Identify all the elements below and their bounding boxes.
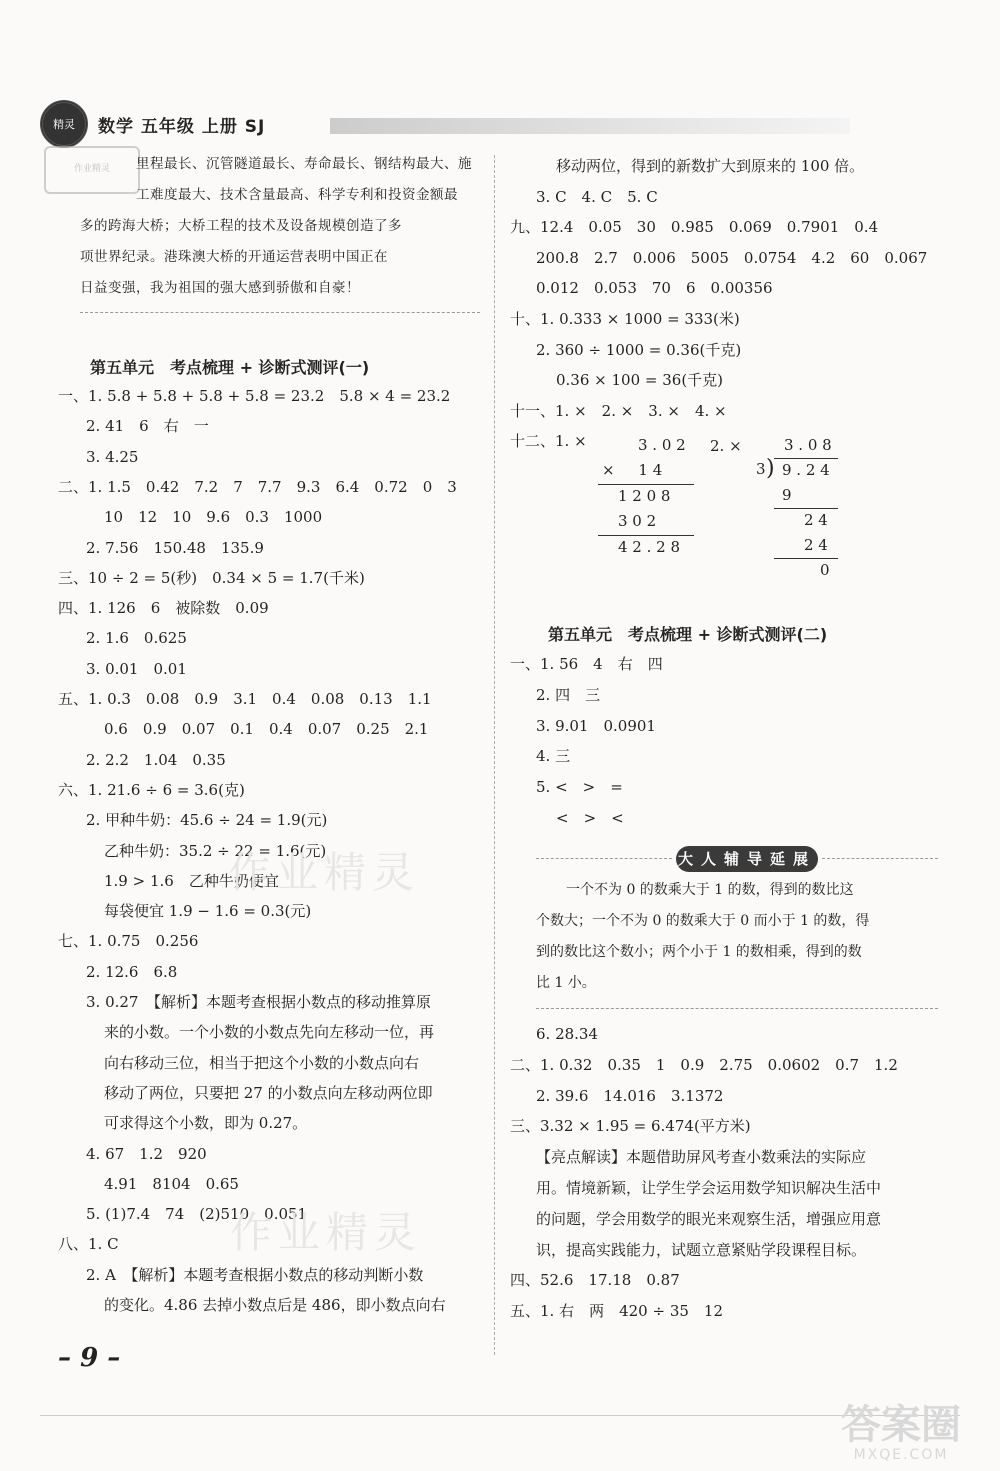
answer-line: 3. 0.01 0.01 (86, 659, 187, 678)
answer-line: 2. 39.6 14.016 3.1372 (536, 1086, 724, 1105)
dividend: 9 . 2 4 (782, 461, 830, 479)
answer-line: 3. 0.27 【解析】本题考查根据小数点的移动推算原 (86, 993, 431, 1011)
answer-line: 3. C 4. C 5. C (536, 187, 658, 206)
calc-row: × 1 4 (602, 461, 663, 479)
banner-line-right (822, 858, 938, 859)
answer-line: 0.36 × 100 = 36(千克) (556, 371, 724, 390)
answer-line: 九、12.4 0.05 30 0.985 0.069 0.7901 0.4 (510, 218, 879, 237)
quotient: 3 . 0 8 (784, 436, 832, 454)
answer-line: 4. 三 (536, 747, 571, 766)
answer-line: 200.8 2.7 0.006 5005 0.0754 4.2 60 0.067 (536, 248, 928, 267)
answer-line: 四、52.6 17.18 0.87 (510, 1271, 680, 1290)
answer-line: 2. 甲种牛奶：45.6 ÷ 24 = 1.9(元) (86, 811, 328, 830)
answer-line: 10 12 10 9.6 0.3 1000 (104, 508, 323, 527)
section-title-1: 第五单元 考点梳理 + 诊断式测评(一) (90, 358, 370, 377)
answer-line: 4.91 8104 0.65 (104, 1174, 239, 1193)
answer-line: 2. 7.56 150.48 135.9 (86, 538, 264, 557)
answer-line: 移动了两位，只要把 27 的小数点向左移动两位即 (104, 1083, 433, 1102)
calc-row: 1 2 0 8 (618, 487, 671, 505)
answer-line: 二、1. 0.32 0.35 1 0.9 2.75 0.0602 0.7 1.2 (510, 1055, 898, 1074)
calc-row: 3 . 0 2 (638, 436, 686, 454)
page-header (40, 100, 480, 148)
banner-para-line: 比 1 小。 (536, 975, 596, 991)
answer-line: 6. 28.34 (536, 1025, 599, 1043)
answer-line: 2. 41 6 右 一 (86, 417, 209, 436)
answer-line: 十一、1. × 2. × 3. × 4. × (510, 401, 727, 420)
answer-line: 乙种牛奶：35.2 ÷ 22 = 1.6(元) (104, 841, 327, 860)
banner-para-line: 到的数比这个数小；两个小于 1 的数相乘，得到的数 (536, 944, 862, 960)
answer-line: 2. 四 三 (536, 685, 601, 704)
answer-line: 八、1. C (58, 1235, 119, 1254)
banner-line-left (536, 858, 672, 859)
answer-line: < > < (556, 809, 624, 827)
answer-line: 每袋便宜 1.9 − 1.6 = 0.3(元) (104, 902, 312, 921)
intro-line: 里程最长、沉管隧道最长、寿命最长、钢结构最大、施 (136, 156, 472, 172)
page-number-value: 9 (80, 1343, 99, 1373)
answer-line: 移动两位，得到的新数扩大到原来的 100 倍。 (556, 157, 865, 175)
calc-row: 2 4 (804, 536, 828, 554)
answer-line: 三、3.32 × 1.95 = 6.474(平方米) (510, 1117, 751, 1136)
calc-row: 0 (820, 561, 830, 579)
multiplication-calculation (590, 436, 700, 566)
banner-bottom-line (536, 1008, 938, 1009)
answer-line: 2. 360 ÷ 1000 = 0.36(千克) (536, 340, 742, 359)
answer-line: 来的小数。一个小数的小数点先向左移动一位，再 (104, 1023, 435, 1042)
logo-text: 精灵 (53, 118, 75, 131)
answer-line: 五、1. 右 两 420 ÷ 35 12 (510, 1302, 723, 1321)
answer-line: 识，提高实践能力，试题立意紧贴学段课程目标。 (536, 1240, 867, 1259)
corner-url: MXQE.COM (853, 1447, 949, 1463)
answer-line: 5. < > = (536, 778, 623, 797)
answer-line: 五、1. 0.3 0.08 0.9 3.1 0.4 0.08 0.13 1.1 (58, 690, 432, 708)
calc-row: 3 0 2 (618, 512, 657, 530)
answer-line: 2. 12.6 6.8 (86, 962, 178, 981)
answer-line: 2. A 【解析】本题考查根据小数点的移动判断小数 (86, 1265, 424, 1284)
division-calculation: 3 . 0 8 3 ) 9 . 2 4 9 2 4 2 4 0 (756, 436, 846, 586)
divisor: 3 (756, 460, 766, 478)
answer-line: 向右移动三位，相当于把这个小数的小数点向右 (104, 1053, 420, 1072)
answer-line: 1.9 > 1.6 乙种牛奶便宜 (104, 871, 279, 890)
stamp-text: 作业精灵 (73, 164, 110, 174)
intro-line: 日益变强，我为祖国的强大感到骄傲和自豪！ (80, 280, 360, 296)
corner-watermark: 答案圈 MXQE.COM (812, 1403, 990, 1463)
answer-line: 3. 9.01 0.0901 (536, 716, 656, 735)
answer-line: 一、1. 5.8 + 5.8 + 5.8 + 5.8 = 23.2 5.8 × 4 = 23.2 (58, 387, 451, 405)
publisher-logo (40, 100, 88, 148)
answer-line: 2. 2.2 1.04 0.35 (86, 750, 226, 769)
calc-row: 4 2 . 2 8 (618, 538, 681, 556)
watermark-text: 作业精灵 (228, 848, 421, 897)
answer-line: 【亮点解读】本题借助屏风考查小数乘法的实际应 (536, 1148, 867, 1167)
watermark-text: 作业精灵 (230, 1208, 423, 1257)
answer-line: 3. 4.25 (86, 447, 139, 466)
answer-line: 2. 1.6 0.625 (86, 629, 187, 648)
calc2-label: 2. × (710, 437, 742, 455)
page-number: – 9 – (58, 1343, 121, 1373)
answer-line: 十二、1. × (510, 432, 587, 451)
answer-line: 六、1. 21.6 ÷ 6 = 3.6(克) (58, 780, 245, 799)
column-divider (494, 155, 495, 1355)
tutor-extension-banner: 大人辅导延展 (676, 846, 818, 872)
section-title-2: 第五单元 考点梳理 + 诊断式测评(二) (548, 625, 828, 644)
header-bar (330, 118, 850, 134)
intro-line: 工难度最大、技术含量最高、科学专利和投资金额最 (136, 187, 458, 203)
answer-line: 5. (1)7.4 74 (2)510 0.051 (86, 1205, 308, 1224)
header-title: 数学 五年级 上册 SJ (98, 117, 266, 137)
stamp-seal (44, 146, 140, 194)
answer-line: 二、1. 1.5 0.42 7.2 7 7.7 9.3 6.4 0.72 0 3 (58, 477, 457, 496)
banner-para-line: 个数大；一个不为 0 的数乘大于 0 而小于 1 的数，得 (536, 913, 870, 929)
answer-line: 七、1. 0.75 0.256 (58, 932, 199, 951)
answer-line: 一、1. 56 4 右 四 (510, 655, 663, 673)
answer-line: 可求得这个小数，即为 0.27。 (104, 1114, 308, 1133)
answer-line: 四、1. 126 6 被除数 0.09 (58, 599, 269, 618)
answer-line: 0.012 0.053 70 6 0.00356 (536, 279, 773, 298)
answer-line: 用。情境新颖，让学生学会运用数学知识解决生活中 (536, 1179, 882, 1197)
answer-line: 的问题，学会用数学的眼光来观察生活，增强应用意 (536, 1209, 882, 1228)
section-divider-1 (80, 312, 480, 313)
banner-para-line: 一个不为 0 的数乘大于 1 的数，得到的数比这 (566, 882, 854, 898)
calc-row: 2 4 (804, 511, 828, 529)
answer-line: 4. 67 1.2 920 (86, 1144, 207, 1163)
answer-line: 三、10 ÷ 2 = 5(秒) 0.34 × 5 = 1.7(千米) (58, 568, 365, 587)
intro-line: 多的跨海大桥；大桥工程的技术及设备规模创造了多 (80, 218, 402, 234)
answer-line: 十、1. 0.333 × 1000 = 333(米) (510, 310, 740, 328)
answer-line: 的变化。4.86 去掉小数点后是 486，即小数点向右 (104, 1296, 446, 1314)
intro-line: 项世界纪录。港珠澳大桥的开通运营表明中国正在 (80, 249, 388, 265)
calc-row: 9 (782, 486, 792, 504)
answer-line: 0.6 0.9 0.07 0.1 0.4 0.07 0.25 2.1 (104, 720, 429, 739)
